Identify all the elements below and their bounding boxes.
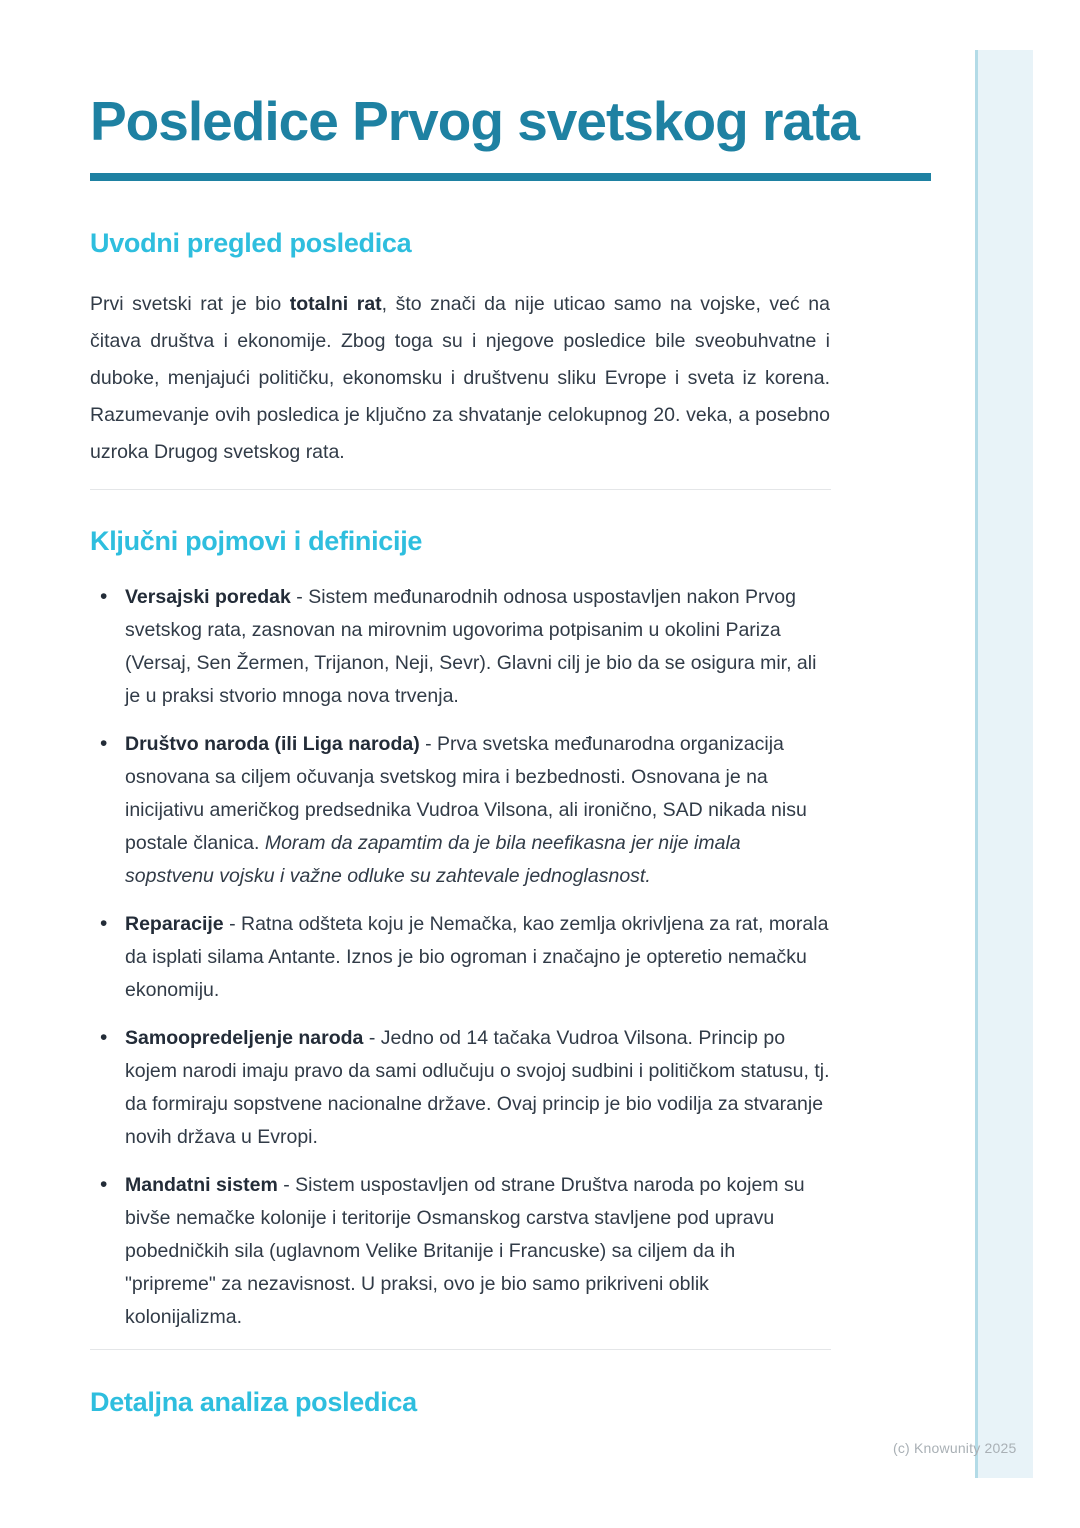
- intro-paragraph: [90, 286, 830, 471]
- intro-text-rest: , što znači da nije uticao samo na vojske, već na čitava društva i ekonomije. Zbog toga su i njegove posledice bile sveobuhvatne i duboke, menjajući političku, ekonomsku i društvenu sliku Evrope i sveta iz korena. Razumevanje ovih posledica je ključno za shvatanje celokupnog 20. veka, a posebno uzroka Drugog svetskog rata.: [90, 292, 830, 463]
- definitions-list: [90, 581, 933, 1334]
- definition-term: Versajski poredak: [125, 586, 291, 609]
- page-content: [90, 0, 933, 1419]
- definition-term: Mandatni sistem: [125, 1174, 278, 1197]
- section-intro: [90, 227, 933, 470]
- definition-item: • Društvo naroda (ili Liga naroda) - Prva svetska međunarodna organizacija osnovana sa ciljem očuvanja svetskog mira i bezbednosti. Osnovana je na inicijativu američkog predsednika Vudroa Vilsona, ali ironično, SAD nikada nisu postale članica. Moram da zapamtim da je bila neefikasna jer nije imala sopstvenu vojsku i važne odluke su zahtevale jednoglasnost.: [90, 728, 830, 893]
- definition-item: • Versajski poredak - Sistem međunarodnih odnosa uspostavljen nakon Prvog svetskog rata, zasnovan na mirovnim ugovorima potpisanim u okolini Pariza (Versaj, Sen Žermen, Trijanon, Neji, Sevr). Glavni cilj je bio da se osigura mir, ali je u praksi stvorio mnoga nova trvenja.: [90, 581, 830, 713]
- definition-term: Samoopredeljenje naroda: [125, 1027, 364, 1050]
- copyright-watermark: (c) Knowunity 2025: [893, 1440, 1017, 1456]
- page-edge-stripe: [975, 50, 1033, 1478]
- definition-item: • Mandatni sistem - Sistem uspostavljen od strane Društva naroda po kojem su bivše nemačke kolonije i teritorije Osmanskog carstva stavljene pod upravu pobedničkih sila (uglavnom Velike Britanije i Francuske) sa ciljem da ih "pripreme" za nezavisnost. U praksi, ovo je bio samo prikriveni oblik kolonijalizma.: [90, 1169, 830, 1334]
- section-divider-1: [90, 489, 831, 490]
- section-divider-2: [90, 1349, 831, 1350]
- page-title: Posledice Prvog svetskog rata: [90, 90, 859, 152]
- definition-item: • Samoopredeljenje naroda - Jedno od 14 tačaka Vudroa Vilsona. Princip po kojem narodi imaju pravo da sami odlučuju o svojoj sudbini i političkom statusu, tj. da formiraju sopstvene nacionalne države. Ovaj princip je bio vodilja za stvaranje novih država u Evropi.: [90, 1022, 830, 1154]
- definition-term: Društvo naroda (ili Liga naroda): [125, 733, 420, 756]
- terms-heading: Ključni pojmovi i definicije: [90, 525, 423, 556]
- intro-bold-term: totalni rat: [289, 292, 382, 315]
- section-terms: [90, 525, 933, 1334]
- definition-term: Reparacije: [125, 913, 224, 936]
- intro-heading: Uvodni pregled posledica: [90, 228, 412, 259]
- definition-item: • Reparacije - Ratna odšteta koju je Nemačka, kao zemlja okrivljena za rat, morala da isplati silama Antante. Iznos je bio ogroman i značajno je opteretio nemačku ekonomiju.: [90, 908, 830, 1007]
- intro-text-lead: Prvi svetski rat je bio: [90, 292, 290, 315]
- section-analysis: [90, 1386, 933, 1418]
- title-rule: [90, 173, 931, 181]
- analysis-heading: Detaljna analiza posledica: [90, 1387, 417, 1418]
- definition-note-italic: Moram da zapamtim da je bila neefikasna jer nije imala sopstvenu vojsku i važne odluke su zahtevale jednoglasnost.: [125, 832, 741, 888]
